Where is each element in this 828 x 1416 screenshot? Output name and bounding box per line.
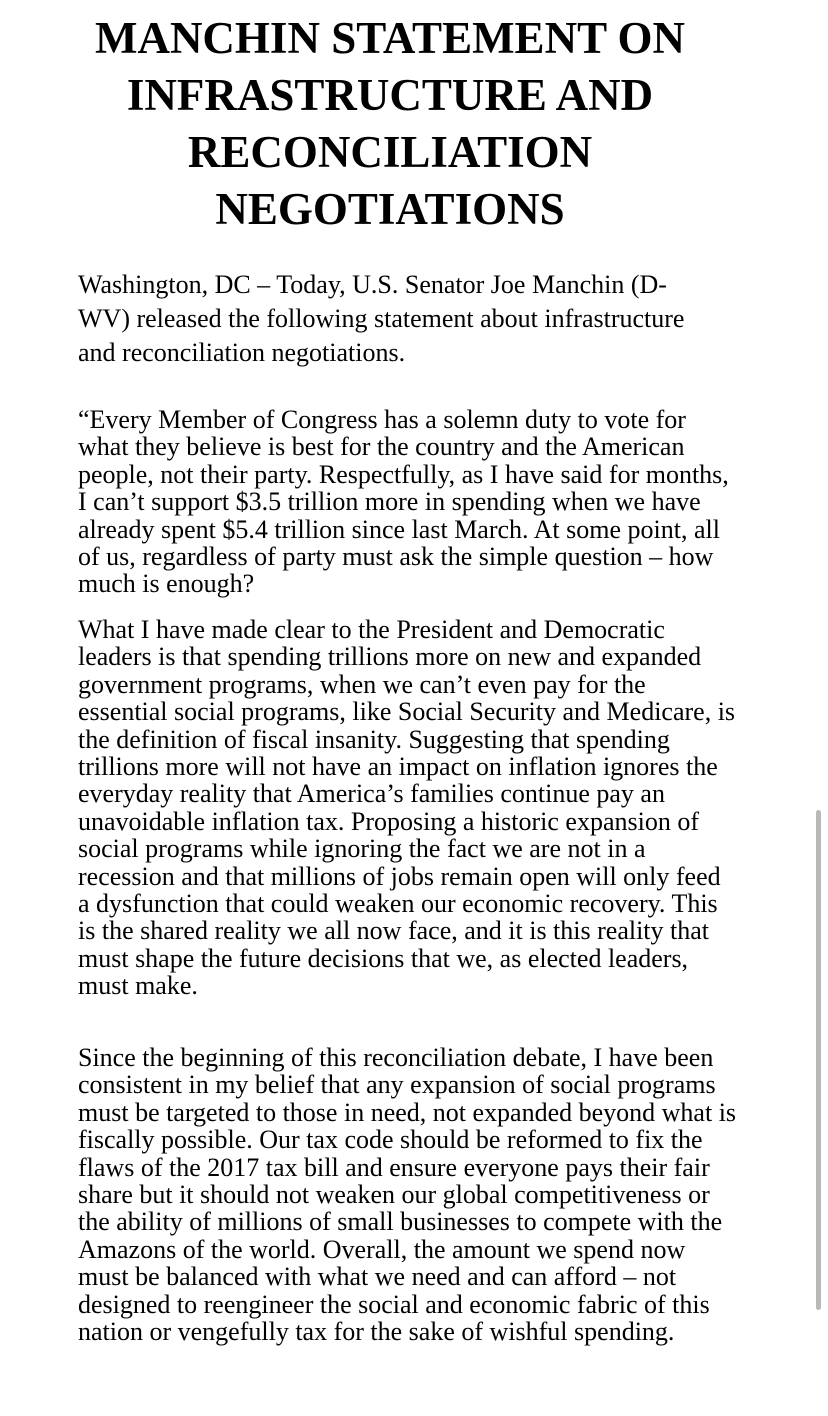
page-title: MANCHIN STATEMENT ON INFRASTRUCTURE AND RECONCILIATION NEGOTIATIONS (94, 13, 686, 234)
intro-paragraph: Washington, DC – Today, U.S. Senator Joe Manchin (D-WV) released the following statement about infrastructure and reconciliation negotiations. (78, 270, 685, 367)
statement-paragraph-2: What I have made clear to the President and Democratic leaders is that spending trillions more on new and expanded government programs, when we can’t even pay for the essential social programs, like Social Security and Medicare, is the definition of fiscal insanity. Suggesting that spending trillions more will not have an impact on inflation ignores the everyday reality that America’s families continue pay an unavoidable inflation tax. Proposing a historic expansion of social programs while ignoring the fact we are not in a recession and that millions of jobs remain open will only feed a dysfunction that could weaken our economic recovery. This is the shared reality we all now face, and it is this reality that must shape the future decisions that we, as elected leaders, must make. (78, 615, 736, 1001)
statement-paragraph-3: Since the beginning of this reconciliation debate, I have been consistent in my belief that any expansion of social programs must be targeted to those in need, not expanded beyond what is fiscally possible. Our tax code should be reformed to fix the flaws of the 2017 tax bill and ensure everyone pays their fair share but it should not weaken our global competitiveness or the ability of millions of small businesses to compete with the Amazons of the world. Overall, the amount we spend now must be balanced with what we need and can afford – not designed to reengineer the social and economic fabric of this nation or vengefully tax for the sake of wishful spending. (78, 1043, 737, 1347)
vertical-scrollbar[interactable] (816, 810, 821, 1310)
statement-paragraph-1: “Every Member of Congress has a solemn duty to vote for what they believe is best for the country and the American people, not their party. Respectfully, as I have said for months, I can’t support $3.5 trillion more in spending when we have already spent $5.4 trillion since last March. At some point, all of us, regardless of party must ask the simple question – how much is enough? (78, 405, 729, 599)
